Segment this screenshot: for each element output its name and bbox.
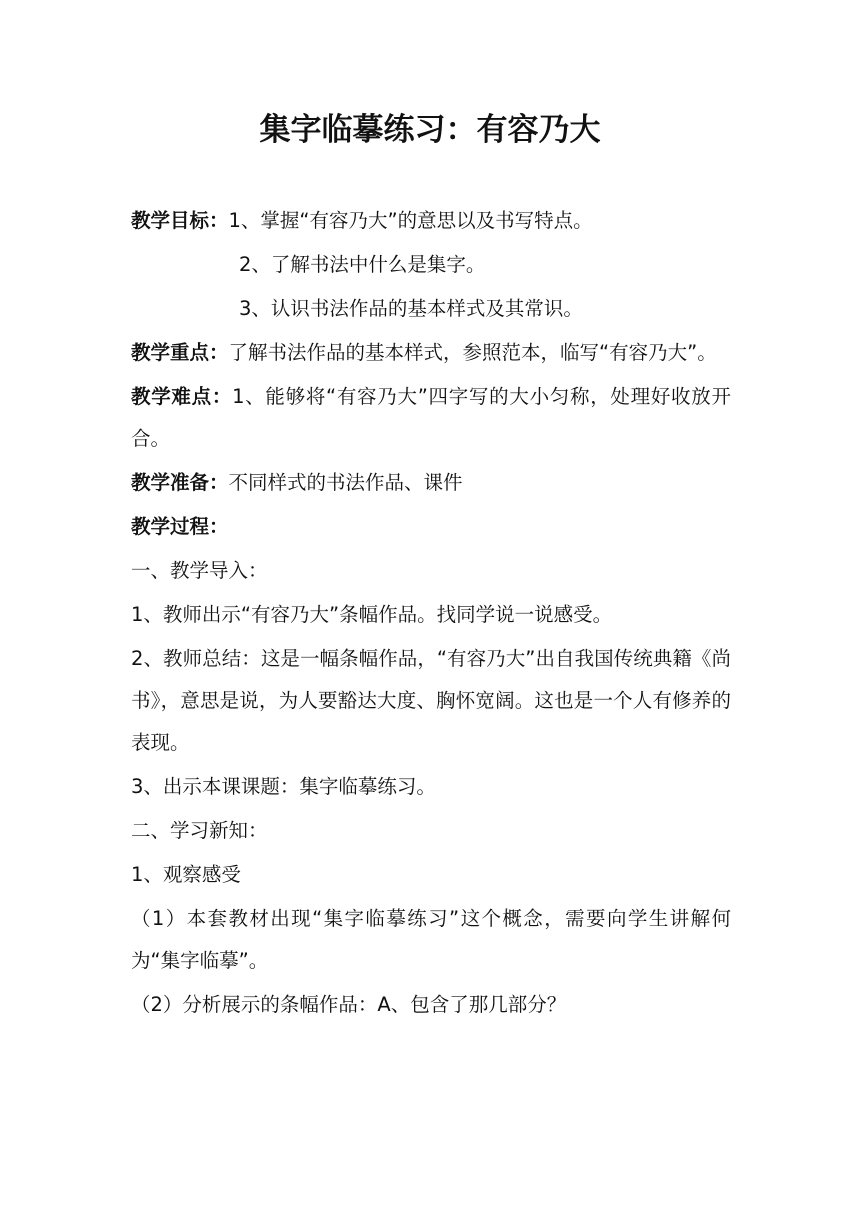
process-label: 教学过程： — [131, 515, 229, 538]
section1-item-3: 3、出示本课课题：集字临摹练习。 — [131, 775, 436, 798]
difficulties-label: 教学难点： — [131, 385, 233, 408]
document-title: 集字临摹练习：有容乃大 — [259, 112, 601, 148]
section2-heading: 二、学习新知： — [131, 819, 268, 842]
section2-item-1: 1、观察感受 — [131, 863, 241, 886]
section2-item-2: （1）本套教材出现“集字临摹练习”这个概念，需要向学生讲解何为“集字临摹”。 — [131, 907, 731, 972]
key-points-text: 了解书法作品的基本样式，参照范本，临写“有容乃大”。 — [228, 341, 717, 364]
key-points-label: 教学重点： — [131, 341, 229, 364]
document-body — [131, 200, 731, 1028]
objectives-label: 教学目标： — [131, 209, 229, 232]
objectives-item-3: 3、认识书法作品的基本样式及其常识。 — [239, 297, 583, 320]
preparation-paragraph — [131, 462, 731, 504]
objectives-paragraph — [131, 200, 731, 242]
objectives-item-1: 1、掌握“有容乃大”的意思以及书写特点。 — [228, 209, 593, 232]
difficulties-paragraph — [131, 376, 731, 460]
objectives-item-2: 2、了解书法中什么是集字。 — [239, 253, 486, 276]
section1-item-1: 1、教师出示“有容乃大”条幅作品。找同学说一说感受。 — [131, 603, 613, 626]
preparation-text: 不同样式的书法作品、课件 — [228, 471, 463, 494]
preparation-label: 教学准备： — [131, 471, 229, 494]
section1-heading: 一、教学导入： — [131, 559, 268, 582]
difficulties-text: 1、能够将“有容乃大”四字写的大小匀称，处理好收放开合。 — [131, 385, 731, 450]
section2-item-3: （2）分析展示的条幅作品：A、包含了那几部分？ — [131, 993, 567, 1016]
key-points-paragraph — [131, 332, 731, 374]
section1-item-2: 2、教师总结：这是一幅条幅作品，“有容乃大”出自我国传统典籍《尚书》，意思是说，为人要豁达大度、胸怀宽阔。这也是一个人有修养的表现。 — [131, 647, 731, 754]
